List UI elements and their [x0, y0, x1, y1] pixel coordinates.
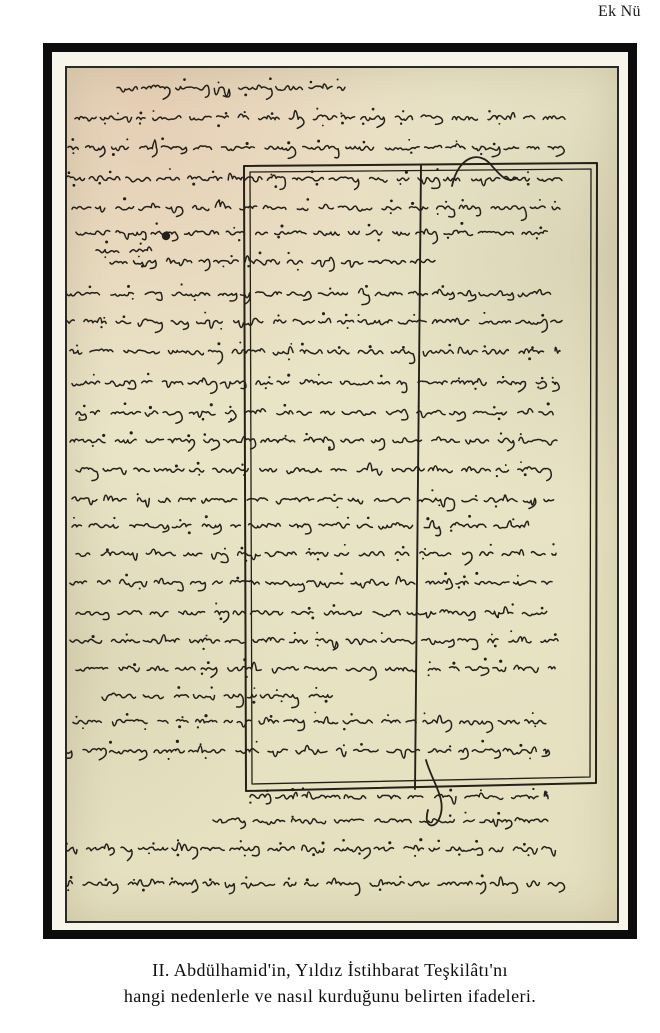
caption-line-1: II. Abdülhamid'in, Yıldız İstihbarat Teşkilâtı'nı	[152, 960, 508, 980]
document-paper	[65, 66, 619, 923]
caption	[0, 957, 660, 1009]
caption-line-2: hangi nedenlerle ve nasıl kurduğunu belirten ifadeleri.	[123, 986, 537, 1006]
page-corner-label: Ek Nü	[598, 3, 641, 20]
